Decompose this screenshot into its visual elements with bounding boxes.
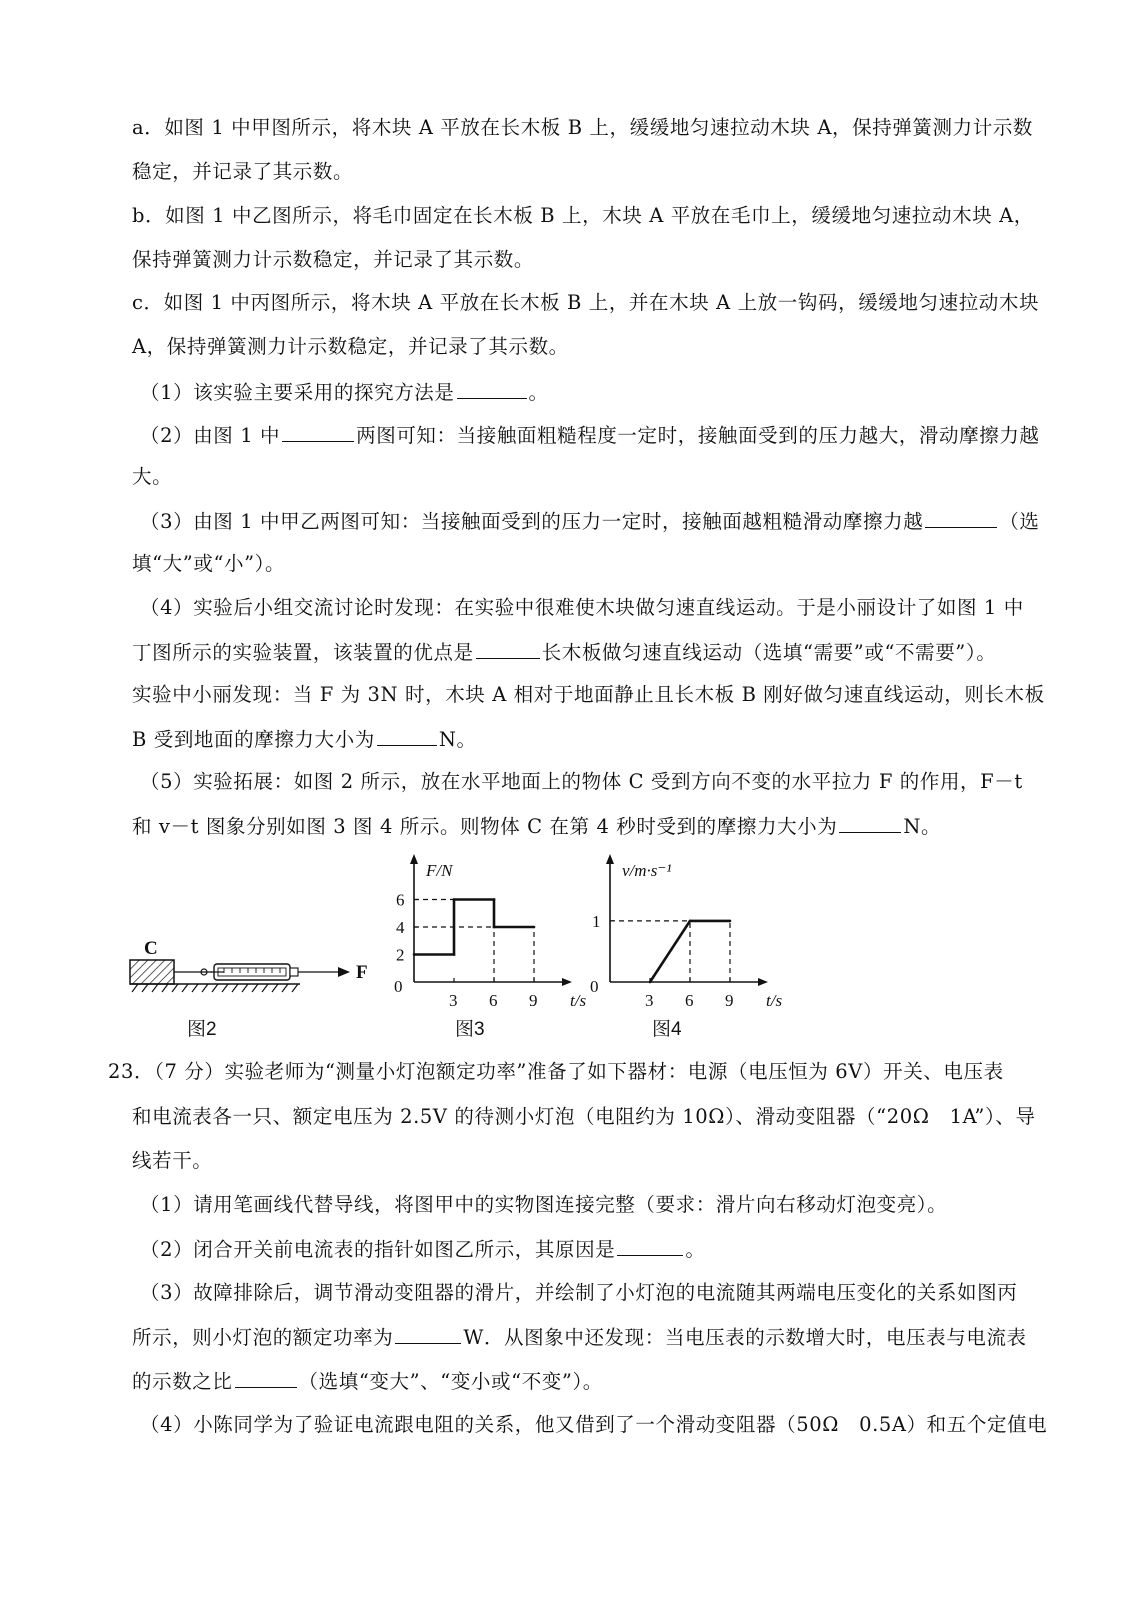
q23-stem-line-1: 23．（7 分）实验老师为“测量小灯泡额定功率”准备了如下器材：电源（电压恒为 6V）开关、电压表	[108, 1060, 1004, 1083]
object-c-label: C	[144, 938, 158, 959]
step-b-line-2: 保持弹簧测力计示数稳定，并记录了其示数。	[132, 248, 535, 271]
origin-label: 0	[590, 977, 599, 996]
figure-4-caption: 图4	[652, 1019, 682, 1040]
y-tick-label: 1	[592, 911, 601, 931]
q22-part5-line-1: （5）实验拓展：如图 2 所示，放在水平地面上的物体 C 受到方向不变的水平拉力 F 的作用，F－t	[140, 770, 1023, 793]
step-c-line-1: c．如图 1 中丙图所示，将木块 A 平放在长木板 B 上，并在木块 A 上放一钩码，缓缓地匀速拉动木块	[132, 291, 1040, 314]
origin-label: 0	[394, 977, 403, 996]
answer-blank[interactable]	[282, 421, 354, 442]
answer-blank[interactable]	[457, 378, 527, 399]
spring-scale	[174, 964, 298, 980]
step-b-line-1: b．如图 1 中乙图所示，将毛巾固定在长木板 B 上，木块 A 平放在毛巾上，缓缓地匀速拉动木块 A，	[132, 204, 1034, 227]
y-tick-label: 6	[396, 890, 405, 910]
q22-part4-line-2: 丁图所示的实验装置，该装置的优点是 长木板做匀速直线运动（选填“需要”或“不需要”）。	[132, 638, 996, 667]
step-a-line-1: a．如图 1 中甲图所示，将木块 A 平放在长木板 B 上，缓缓地匀速拉动木块 A，保持弹簧测力计示数	[132, 116, 1034, 139]
x-tick-label: 3	[449, 991, 458, 1010]
data-point	[453, 953, 456, 956]
figure-3-f-t-chart	[382, 856, 587, 1016]
step-c-line-2: A，保持弹簧测力计示数稳定，并记录了其示数。	[132, 335, 569, 358]
answer-blank[interactable]	[395, 1323, 461, 1344]
x-axis-label: t/s	[766, 991, 783, 1010]
q22-part3-line-2: 填“大”或“小”）。	[132, 552, 286, 575]
force-arrowhead	[338, 967, 350, 977]
q22-part1: （1）该实验主要采用的探究方法是 。	[140, 378, 549, 407]
y-tick-label: 2	[396, 945, 405, 965]
figure-3-caption: 图3	[455, 1019, 485, 1040]
data-point	[493, 926, 496, 929]
q23-part2: （2）闭合开关前电流表的指针如图乙所示，其原因是 。	[140, 1235, 705, 1264]
x-axis-label: t/s	[570, 991, 587, 1010]
ground-hatching	[132, 984, 298, 992]
q23-part4: （4）小陈同学为了验证电流跟电阻的关系，他又借到了一个滑动变阻器（50Ω 0.5A）和五个定值电	[140, 1413, 1048, 1436]
block-c	[130, 960, 174, 984]
x-axis-arrow	[758, 978, 768, 986]
q23-part3-line-3: 的示数之比 （选填“变大”、“变小或“不变”）。	[132, 1367, 603, 1396]
data-point	[689, 920, 692, 923]
q22-part2-line-1: （2）由图 1 中 两图可知：当接触面粗糙程度一定时，接触面受到的压力越大，滑动摩擦力越	[140, 421, 1040, 450]
data-point	[533, 926, 536, 929]
answer-blank[interactable]	[617, 1235, 683, 1256]
data-point	[413, 953, 416, 956]
y-tick-label: 4	[396, 918, 405, 937]
q22-part3-line-1: （3）由图 1 中甲乙两图可知：当接触面受到的压力一定时，接触面越粗糙滑动摩擦力越 （选	[140, 507, 1040, 536]
q22-part4-line-1: （4）实验后小组交流讨论时发现：在实验中很难使木块做匀速直线运动。于是小丽设计了如图 1 中	[140, 596, 1024, 619]
data-point	[453, 898, 456, 901]
x-tick-label: 6	[685, 991, 694, 1010]
figure-4-v-t-chart	[578, 856, 783, 1016]
x-axis-arrow	[562, 978, 572, 986]
q23-stem-line-3: 线若干。	[132, 1149, 213, 1172]
data-point	[729, 920, 732, 923]
x-tick-label: 6	[489, 991, 498, 1010]
q23-part3-line-2: 所示，则小灯泡的额定功率为 W．从图象中还发现：当电压表的示数增大时，电压表与电流表	[132, 1323, 1027, 1352]
x-tick-label: 9	[725, 991, 734, 1010]
force-label: F	[356, 962, 368, 983]
q22-part4-line-3: 实验中小丽发现：当 F 为 3N 时，木块 A 相对于地面静止且长木板 B 刚好做匀速直线运动，则长木板	[132, 683, 1045, 706]
figure-2	[120, 928, 380, 1038]
x-tick-label: 9	[529, 991, 538, 1010]
answer-blank[interactable]	[377, 725, 437, 746]
y-axis-label: F/N	[426, 861, 453, 880]
x-tick-label: 3	[645, 991, 654, 1010]
data-point	[649, 981, 652, 984]
answer-blank[interactable]	[476, 638, 540, 659]
answer-blank[interactable]	[925, 507, 997, 528]
q23-part1: （1）请用笔画线代替导线，将图甲中的实物图连接完整（要求：滑片向右移动灯泡变亮）。	[140, 1193, 948, 1216]
data-point	[493, 898, 496, 901]
q22-part5-line-2: 和 v－t 图象分别如图 3 图 4 所示。则物体 C 在第 4 秒时受到的摩擦力大小为 N。	[132, 812, 941, 841]
q23-stem-line-2: 和电流表各一只、额定电压为 2.5V 的待测小灯泡（电阻约为 10Ω）、滑动变阻器（“20Ω 1A”）、导	[132, 1105, 1036, 1128]
step-a-line-2: 稳定，并记录了其示数。	[132, 160, 354, 183]
answer-blank[interactable]	[839, 812, 901, 833]
answer-blank[interactable]	[235, 1367, 297, 1388]
y-axis-label: v/m·s⁻¹	[622, 861, 672, 880]
y-axis-arrow	[410, 854, 418, 864]
y-axis-arrow	[606, 854, 614, 864]
q22-part4-line-4: B 受到地面的摩擦力大小为 N。	[132, 725, 477, 754]
q22-part2-line-2: 大。	[132, 465, 173, 488]
q23-part3-line-1: （3）故障排除后，调节滑动变阻器的滑片，并绘制了小灯泡的电流随其两端电压变化的关系如图丙	[140, 1281, 1018, 1304]
figure-2-caption: 图2	[187, 1019, 217, 1040]
